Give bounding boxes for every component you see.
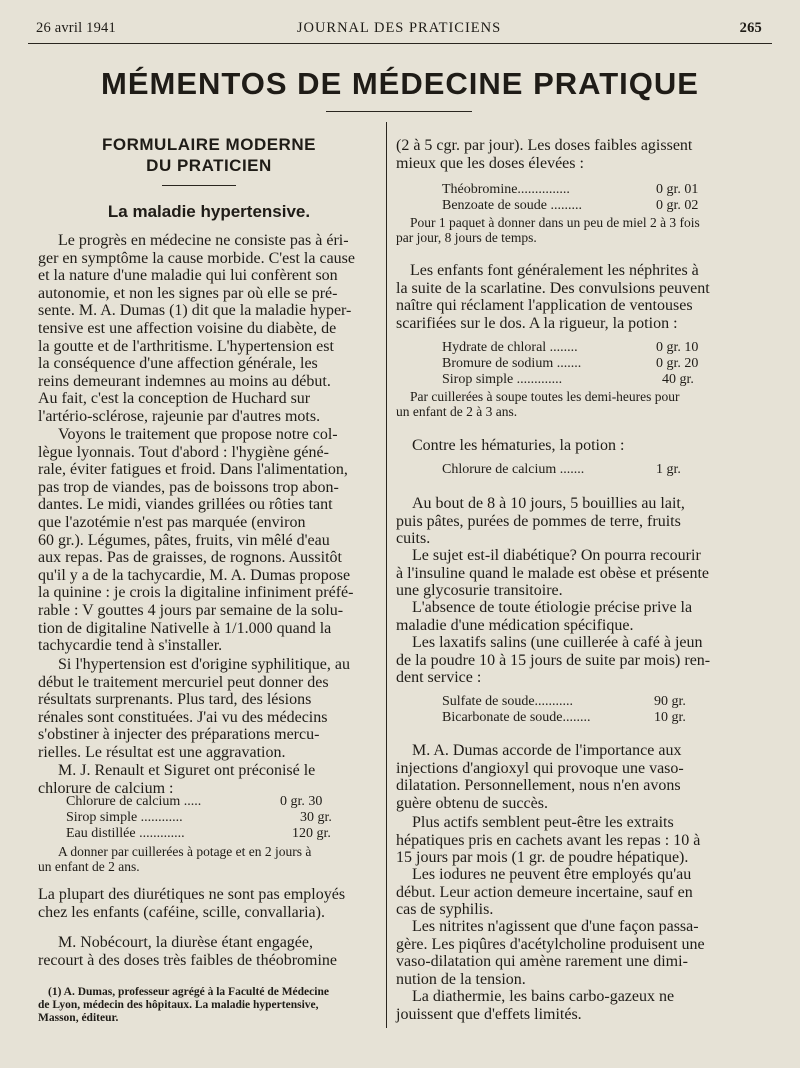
line: 15 jours par mois (1 gr. de poudre hépatique).: [396, 849, 689, 867]
main-title: MÉMENTOS DE MÉDECINE PRATIQUE: [101, 66, 699, 101]
line: cas de syphilis.: [396, 901, 494, 919]
line: la suite de la scarlatine. Des convulsions peuvent: [396, 279, 710, 297]
title-rule: [326, 111, 472, 112]
footnote: [38, 986, 380, 1025]
text-block: [396, 495, 752, 548]
line: Si l'hypertension est d'origine syphilitique, au: [58, 656, 350, 673]
line: La plupart des diurétiques ne sont pas employés: [38, 886, 346, 903]
line: scarifiées sur le dos. A la rigueur, la potion :: [396, 314, 678, 332]
prescription: [442, 340, 742, 388]
line: tachycardie tend à s'installer.: [38, 637, 223, 655]
text-block: [396, 634, 752, 687]
line: à l'insuline quand le malade est obèse et présente: [396, 564, 709, 582]
line: que l'azotémie n'est pas marquée (environ: [38, 513, 306, 531]
text-block: [38, 844, 380, 874]
line: rielles. Le résultat est une aggravation.: [38, 743, 286, 761]
line: rale, éviter fatigues et froid. Dans l'alimentation,: [38, 461, 348, 479]
line: Le sujet est-il diabétique? On pourra recourir: [412, 547, 701, 564]
prescription-row: Chlorure de calcium ..... 0 gr. 30: [66, 794, 323, 809]
issue-date: 26 avril 1941: [36, 20, 116, 36]
paragraph: [38, 886, 380, 921]
line: recourt à des doses très faibles de théobromine: [38, 951, 338, 969]
prescription-row: Bromure de sodium ....... 0 gr. 20: [442, 356, 699, 371]
prescription-row: Benzoate de soude ......... 0 gr. 02: [442, 198, 699, 213]
text-block: [38, 426, 380, 655]
line: un enfant de 2 à 3 ans.: [396, 404, 518, 419]
prescription-row: Eau distillée ............. 120 gr.: [66, 826, 331, 841]
prescription-row: Sirop simple ............. 40 gr.: [442, 372, 694, 387]
paragraph: [396, 437, 752, 455]
prescription-row: Théobromine............... 0 gr. 01: [442, 182, 699, 197]
paragraph: [396, 634, 752, 687]
line: Masson, éditeur.: [38, 1012, 119, 1024]
line: Pour 1 paquet à donner dans un peu de miel 2 à 3 fois: [410, 215, 700, 230]
line: injections d'angioxyl qui provoque une vaso-: [396, 759, 684, 777]
line: de Lyon, médecin des hôpitaux. La maladie hypertensive,: [38, 999, 319, 1011]
line: dantes. Le midi, viandes grillées ou rôties tant: [38, 496, 333, 514]
line: (1) A. Dumas, professeur agrégé à la Faculté de Médecine: [48, 986, 329, 998]
text-block: [396, 599, 752, 634]
line: l'artério-sclérose, rajeunie par d'autres mots.: [38, 407, 321, 425]
page-number: 265: [739, 20, 762, 36]
line: sente. M. A. Dumas (1) dit que la maladie hyper-: [38, 302, 352, 320]
line: reins demeurant indemnes au moins au début.: [38, 372, 331, 390]
prescription-row: Hydrate de chloral ........ 0 gr. 10: [442, 340, 699, 355]
line: et la nature d'une maladie qui lui confèrent son: [38, 267, 338, 285]
line: M. J. Renault et Siguret ont préconisé le: [58, 762, 316, 779]
text-block: [396, 215, 752, 245]
text-block: [396, 866, 752, 919]
line: cuits.: [396, 530, 431, 548]
text-block: [396, 814, 752, 867]
line: rable : V gouttes 4 jours par semaine de la solu-: [38, 601, 344, 619]
line: résultats surprenants. Plus tard, des lésions: [38, 691, 312, 709]
text-block: [396, 547, 752, 600]
line: naître qui réclament l'application de ventouses: [396, 297, 693, 315]
line: un enfant de 2 ans.: [38, 859, 140, 874]
line: par jour, 8 jours de temps.: [396, 230, 537, 245]
line: La diathermie, les bains carbo-gazeux ne: [412, 988, 675, 1005]
prescription-note: [396, 215, 752, 245]
line: vaso-dilatation qui amène rarement une dimi-: [396, 953, 688, 971]
text-block: [38, 986, 380, 1025]
line: Au fait, c'est la conception de Huchard sur: [38, 390, 311, 408]
paragraph: [396, 918, 752, 988]
line: s'obstiner à injecter des préparations mercu-: [38, 726, 320, 744]
paragraph: [396, 495, 752, 548]
line: Les laxatifs salins (une cuillerée à café à jeun: [412, 634, 703, 651]
line: Plus actifs semblent peut-être les extraits: [412, 814, 674, 831]
paragraph: [396, 742, 752, 812]
line: Les nitrites n'agissent que d'une façon passa-: [412, 918, 699, 935]
text-block: [38, 886, 380, 921]
line: dilatation. Personnellement, nous n'en avons: [396, 777, 681, 795]
line: M. A. Dumas accorde de l'importance aux: [412, 742, 682, 759]
prescription: [442, 462, 742, 478]
line: Voyons le traitement que propose notre col-: [58, 426, 338, 443]
line: aux repas. Pas de graisses, de rognons. Aussitôt: [38, 549, 342, 567]
line: hépatiques pris en cachets avant les repas : 10 à: [396, 831, 701, 849]
line: de la poudre 10 à 15 jours de suite par mois) ren-: [396, 651, 711, 669]
text-block: [396, 988, 752, 1023]
paragraph: [38, 232, 380, 426]
line: Les enfants font généralement les néphrites à: [410, 262, 699, 279]
prescription: [442, 694, 742, 726]
line: puis pâtes, purées de pommes de terre, fruits: [396, 512, 681, 530]
section-title-line-1: FORMULAIRE MODERNE: [102, 135, 316, 154]
line: chlorure de calcium :: [38, 779, 174, 797]
line: tensive est une affection voisine du diabète, de: [38, 319, 337, 337]
line: gère. Les piqûres d'acétylcholine produisent une: [396, 935, 705, 953]
paragraph: [38, 934, 380, 969]
paragraph: [396, 262, 752, 332]
column-separator: [386, 122, 387, 1028]
prescription: [66, 794, 346, 842]
paragraph: [396, 814, 752, 867]
line: début le traitement mercuriel peut donner des: [38, 673, 329, 691]
prescription-row: Chlorure de calcium ....... 1 gr.: [442, 462, 681, 477]
paragraph: [396, 866, 752, 919]
text-block: Contre les hématuries, la potion :: [412, 437, 625, 454]
line: Les iodures ne peuvent être employés qu'au: [412, 866, 692, 883]
paragraph: [396, 547, 752, 600]
line: autonomie, et non les signes par où elle se pré-: [38, 284, 338, 302]
section-title-line-2: DU PRATICIEN: [146, 156, 272, 175]
line: nution de la tension.: [396, 970, 526, 988]
line: L'absence de toute étiologie précise prive la: [412, 599, 693, 616]
text-block: [396, 137, 752, 172]
line: lègue lyonnais. Tout d'abord : l'hygiène géné-: [38, 443, 329, 461]
paragraph: [38, 426, 380, 655]
text-block: [38, 656, 380, 762]
line: dent service :: [396, 669, 482, 687]
text-block: [396, 389, 752, 419]
line: M. Nobécourt, la diurèse étant engagée,: [58, 934, 314, 951]
paragraph: [396, 137, 752, 172]
line: ger en symptôme la cause morbide. C'est la cause: [38, 249, 355, 267]
line: rénales sont constituées. J'ai vu des médecins: [38, 708, 328, 726]
line: maladie d'une médication spécifique.: [396, 616, 634, 634]
text-block: [396, 918, 752, 988]
line: la quinine : je crois la digitaline infiniment préfé-: [38, 584, 354, 602]
text-block: [396, 262, 752, 332]
paragraph: [396, 988, 752, 1023]
line: tion de digitaline Nativelle à 1/1.000 quand la: [38, 619, 332, 637]
text-block: [38, 762, 380, 797]
line: guère obtenu de succès.: [396, 794, 548, 812]
prescription-note: [38, 844, 380, 874]
prescription: [442, 182, 742, 214]
line: mieux que les doses élevées :: [396, 154, 584, 172]
prescription-row: Sirop simple ............ 30 gr.: [66, 810, 332, 825]
section-rule: [162, 185, 236, 186]
line: A donner par cuillerées à potage et en 2 jours à: [58, 844, 312, 859]
section-title: [38, 134, 380, 176]
line: Au bout de 8 à 10 jours, 5 bouillies au lait,: [412, 495, 685, 512]
line: 60 gr.). Légumes, pâtes, fruits, vin mêlé d'eau: [38, 531, 330, 549]
header-rule: [28, 43, 772, 44]
text-block: [38, 934, 380, 969]
line: chez les enfants (caféine, scille, convallaria).: [38, 903, 325, 921]
line: Par cuillerées à soupe toutes les demi-heures pour: [410, 389, 680, 404]
article-subtitle: La maladie hypertensive.: [107, 202, 311, 221]
text-block: [38, 232, 380, 426]
line: pas trop de viandes, pas de boissons trop abon-: [38, 478, 339, 496]
text-block: [396, 742, 752, 812]
paragraph: [396, 599, 752, 634]
line: début. Leur action demeure incertaine, sauf en: [396, 883, 693, 901]
prescription-note: [396, 389, 752, 419]
journal-name: JOURNAL DES PRATICIENS: [296, 20, 502, 36]
line: une glycosurie transitoire.: [396, 582, 563, 600]
prescription-row: Sulfate de soude........... 90 gr.: [442, 694, 686, 709]
line: la goutte et de l'arthritisme. L'hypertension est: [38, 337, 334, 355]
paragraph: [38, 762, 380, 797]
line: qu'il y a de la tachycardie, M. A. Dumas propose: [38, 566, 351, 584]
line: Le progrès en médecine ne consiste pas à éri-: [58, 232, 349, 249]
line: (2 à 5 cgr. par jour). Les doses faibles agissent: [396, 137, 693, 154]
line: la conséquence d'une affection générale, les: [38, 355, 318, 373]
line: jouissent que d'effets limités.: [396, 1005, 582, 1023]
running-header: [36, 20, 762, 40]
prescription-row: Bicarbonate de soude........ 10 gr.: [442, 710, 686, 725]
paragraph: [38, 656, 380, 762]
